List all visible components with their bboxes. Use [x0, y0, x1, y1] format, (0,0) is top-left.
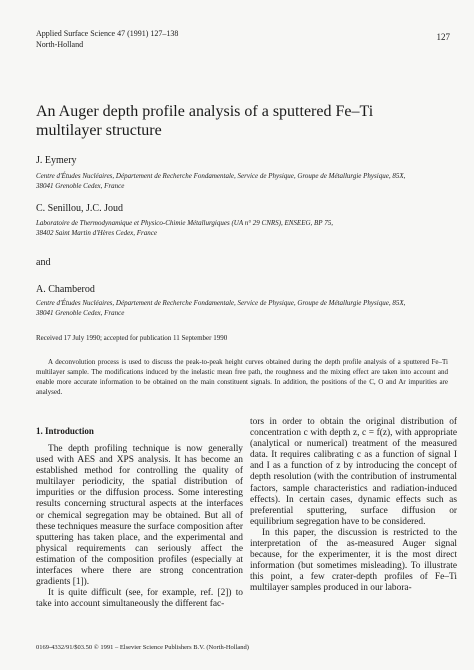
title-line-2: multilayer structure — [36, 122, 162, 139]
right-column — [250, 417, 457, 595]
affiliation-2-line-2: 38402 Saint Martin d'Hères Cedex, France — [36, 229, 157, 237]
affiliation-2-line-1: Laboratoire de Thermodynamique et Physico-Chimie Métallurgiques (UA n° 29 CNRS), ENSEEG, BP 75, — [36, 219, 333, 227]
abstract: A deconvolution process is used to discuss the peak-to-peak height curves obtained during the depth profile analysis of a sputtered Fe–Ti multilayer sample. The modifications induced by the inelastic mean free path, the roughness and the mixing effect are taken into account and enable more accurate information to be obtained on the main constituent signals. In addition, the positions of the C, O and Ar impurities are analysed. — [36, 358, 448, 396]
affiliation-1-line-1: Centre d'Études Nucléaires, Département de Recherche Fondamentale, Service de Physique, Groupe de Métallurgie Physique, 85X, — [36, 172, 406, 180]
author-2: C. Senillou, J.C. Joud — [36, 203, 123, 214]
paper-title — [36, 102, 456, 140]
received-dates: Received 17 July 1990; accepted for publication 11 September 1990 — [36, 334, 228, 342]
title-line-1: An Auger depth profile analysis of a sputtered Fe–Ti — [36, 103, 374, 120]
section-heading: 1. Introduction — [36, 426, 94, 436]
author-3: A. Chamberod — [36, 284, 95, 295]
left-column — [36, 444, 243, 610]
copyright-footer: 0169-4332/91/$03.50 © 1991 – Elsevier Science Publishers B.V. (North-Holland) — [36, 644, 249, 651]
affiliation-3 — [36, 298, 446, 318]
journal-publisher: North-Holland — [36, 39, 84, 49]
right-paragraph-1: tors in order to obtain the original distribution of concentration c with depth z, c = f(z), with appropriate (analytical or numerical) treatment of the measured data. It requires calibrating c as a function of signal I and I as a function of z by introducing the concept of depth resolution (with the contribution of instrumental factors, sample characteristics and radiation-induced effects). In certain cases, dynamic effects such as preferential sputtering, surface diffusion or equilibrium segregation have to be considered. — [250, 417, 457, 527]
affiliation-1 — [36, 171, 446, 191]
affiliation-1-line-2: 38041 Grenoble Cedex, France — [36, 182, 125, 190]
right-paragraph-2: In this paper, the discussion is restricted to the interpretation of the as-measured Auger signal because, for the experimenter, it is the most direct information (but sometimes misleading). To illustrate this point, a few crater-depth profiles of Fe–Ti multilayer samples produced in our labora- — [250, 527, 457, 594]
and-separator: and — [36, 257, 51, 268]
journal-info — [36, 29, 178, 50]
page-number: 127 — [436, 32, 450, 42]
affiliation-3-line-1: Centre d'Études Nucléaires, Département de Recherche Fondamentale, Service de Physique, Groupe de Métallurgie Physique, 85X, — [36, 299, 406, 307]
affiliation-3-line-2: 38041 Grenoble Cedex, France — [36, 309, 125, 317]
left-paragraph-1: The depth profiling technique is now generally used with AES and XPS analysis. It has become an established method for controlling the quality of multilayer periodicity, the spatial distribution of impurities or the diffusion process. Some interesting results concerning structural aspects at the interfaces or chemical segregation may be obtained. But all of these techniques measure the surface composition after sputtering has taken place, and the experimental and physical requirements can seriously affect the estimation of the composition profiles (especially at interfaces where there are strong concentration gradients [1]). — [36, 444, 243, 588]
journal-citation: Applied Surface Science 47 (1991) 127–138 — [36, 29, 179, 38]
affiliation-2 — [36, 218, 446, 238]
author-1: J. Eymery — [36, 155, 77, 166]
left-paragraph-2: It is quite difficult (see, for example, ref. [2]) to take into account simultaneously the different fac- — [36, 588, 243, 610]
